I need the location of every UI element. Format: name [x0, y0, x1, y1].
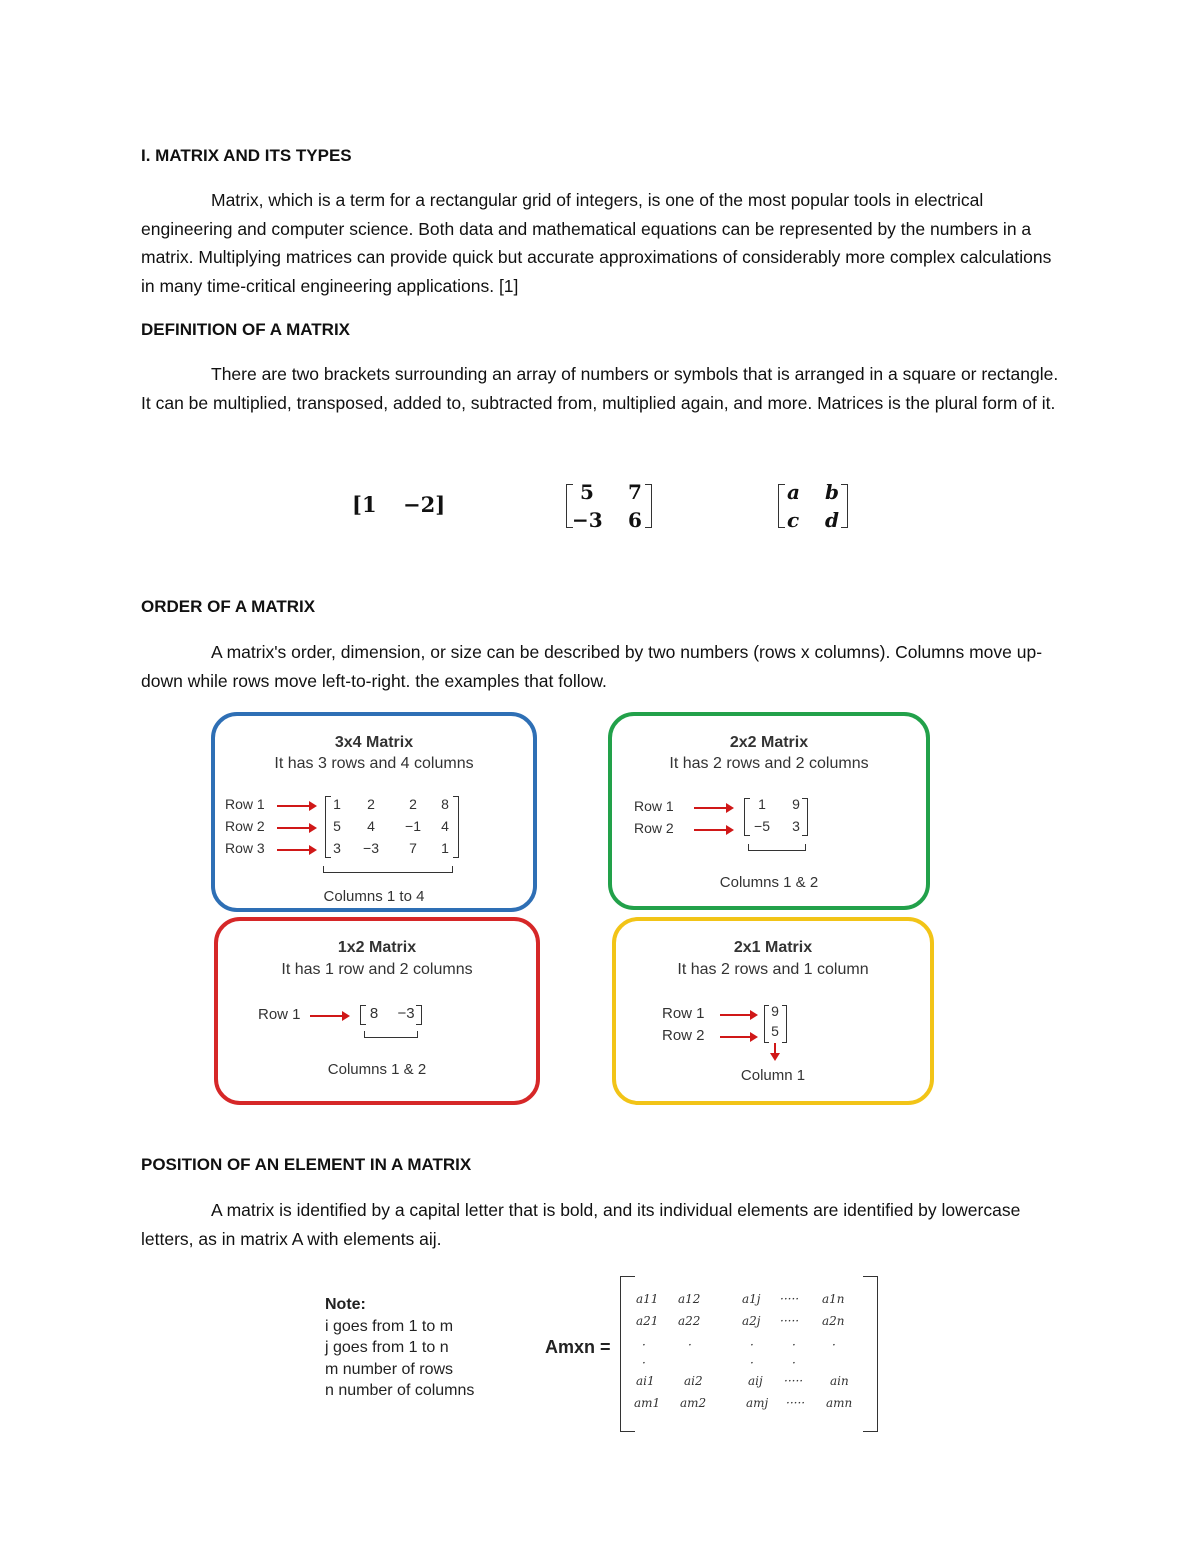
cell: −1 [405, 818, 421, 834]
box-subtitle: It has 3 rows and 4 columns [274, 755, 474, 772]
example-matrix-1x2: [1 −2] [352, 492, 446, 517]
cell: 9 [771, 1003, 779, 1019]
arrow-icon [694, 829, 728, 831]
cell: 8 [369, 1005, 379, 1022]
note-line: i goes from 1 to m [325, 1317, 454, 1335]
m1-cell: 1 [361, 492, 377, 517]
row-label: Row 2 [662, 1027, 705, 1044]
note-title: Note: [325, 1296, 366, 1313]
box-title: 3x4 Matrix [334, 734, 414, 751]
box-3x4-matrix [211, 712, 537, 912]
cell: 1 [758, 796, 766, 812]
element: am2 [680, 1396, 707, 1410]
row-label: Row 1 [225, 796, 265, 812]
m2-cell: 5 [580, 480, 594, 504]
m2-cell: 7 [628, 480, 642, 504]
element: am1 [634, 1396, 661, 1410]
element: a2j [742, 1314, 761, 1328]
element: a2n [822, 1314, 845, 1328]
arrow-icon [310, 1015, 344, 1017]
note-line: j goes from 1 to n [325, 1339, 449, 1356]
position-text: A matrix is identified by a capital letter that is bold, and its individual elements are identified by lowercase letters, as in matrix A with elements aij. [141, 1200, 1021, 1249]
definition-heading: DEFINITION OF A MATRIX [141, 320, 351, 339]
element: ····· [780, 1314, 800, 1328]
definition-paragraph [141, 360, 1061, 417]
element: a12 [678, 1292, 701, 1306]
row-label: Row 2 [634, 820, 674, 836]
element: amn [826, 1396, 853, 1410]
element: ain [830, 1374, 849, 1388]
element: ····· [786, 1396, 806, 1410]
box-2x2-matrix [608, 712, 930, 910]
element: a11 [636, 1292, 659, 1306]
box-subtitle: It has 2 rows and 2 columns [669, 755, 869, 772]
box-title: 2x2 Matrix [729, 734, 809, 751]
arrow-icon [694, 807, 728, 809]
order-paragraph [141, 638, 1061, 695]
row-label: Row 2 [225, 818, 265, 834]
element: ····· [780, 1292, 800, 1306]
cell: 1 [333, 796, 341, 812]
column-brace [364, 1031, 418, 1038]
box-1x2-matrix [214, 917, 540, 1105]
note-line: n number of columns [325, 1382, 475, 1399]
intro-text: Matrix, which is a term for a rectangular grid of integers, is one of the most popular tools in electrical engineering and computer science. Both data and mathematical equations can be represented by the numbers in a matrix. Multiplying matrices can provide quick but accurate approximations of considerably more complex calculations in many time-critical engineering applications. [1] [141, 190, 1052, 296]
element: a1j [742, 1292, 761, 1306]
example-matrix-2x2-symbolic [778, 482, 848, 530]
m2-cell: 6 [628, 508, 642, 532]
cell: 2 [367, 796, 375, 812]
m2-cell: −3 [572, 508, 603, 532]
m3-cell: c [787, 508, 800, 532]
amxn-label: Amxn = [545, 1337, 611, 1357]
right-bracket [863, 1276, 878, 1432]
note-block [325, 1294, 474, 1402]
box-caption: Columns 1 to 4 [323, 888, 425, 905]
m1-cell: −2 [403, 492, 436, 517]
element: ····· [784, 1374, 804, 1388]
element: amj [746, 1396, 769, 1410]
position-heading: POSITION OF AN ELEMENT IN A MATRIX [141, 1155, 472, 1174]
element: a21 [636, 1314, 659, 1328]
cell: 2 [409, 796, 417, 812]
cell: 1 [441, 840, 449, 856]
arrow-icon [720, 1036, 752, 1038]
element: a1n [822, 1292, 845, 1306]
cell: 5 [333, 818, 341, 834]
cell: −3 [397, 1005, 415, 1022]
box-title: 2x1 Matrix [733, 939, 813, 956]
box-subtitle: It has 1 row and 2 columns [281, 961, 473, 978]
cell: 8 [441, 796, 449, 812]
column-brace [748, 844, 806, 851]
row-label: Row 3 [225, 840, 265, 856]
box-subtitle: It has 2 rows and 1 column [677, 961, 869, 978]
left-bracket [620, 1276, 635, 1432]
box-caption: Column 1 [740, 1067, 806, 1084]
column-brace [323, 866, 453, 873]
m3-cell: d [825, 508, 839, 532]
cell: −3 [363, 840, 379, 856]
intro-paragraph [141, 186, 1061, 300]
cell: 3 [792, 818, 800, 834]
element: ai1 [636, 1374, 655, 1388]
cell: 7 [409, 840, 417, 856]
down-arrow-icon [770, 1053, 780, 1061]
arrow-icon [277, 849, 311, 851]
m3-cell: a [787, 480, 800, 504]
element: ai2 [684, 1374, 703, 1388]
note-line: m number of rows [325, 1360, 454, 1378]
cell: −5 [754, 818, 770, 834]
element: a22 [678, 1314, 701, 1328]
row-label: Row 1 [634, 798, 674, 814]
row-label: Row 1 [662, 1005, 705, 1022]
box-2x1-matrix [612, 917, 934, 1105]
order-heading: ORDER OF A MATRIX [141, 597, 316, 616]
order-text: A matrix's order, dimension, or size can be described by two numbers (rows x columns). Columns move up-down while rows move left-to-right. the examples that follow. [141, 642, 1043, 691]
arrow-icon [277, 827, 311, 829]
arrow-icon [720, 1014, 752, 1016]
box-title: 1x2 Matrix [337, 939, 417, 956]
box-caption: Columns 1 & 2 [327, 1061, 427, 1078]
position-paragraph [141, 1196, 1061, 1253]
arrow-icon [277, 805, 311, 807]
cell: 3 [333, 840, 341, 856]
definition-text: There are two brackets surrounding an array of numbers or symbols that is arranged in a square or rectangle. It can be multiplied, transposed, added to, subtracted from, multiplied again, and more. Matrices is the plural form of it. [141, 364, 1059, 413]
row-label: Row 1 [258, 1006, 301, 1023]
cell: 5 [771, 1023, 779, 1039]
general-matrix: a11 a12 a1j ····· a1n a21 a22 a2j ····· a2n · · · · · · · · ai1 ai2 aij ····· ain am1 am2 amj ····· amn [620, 1276, 878, 1434]
box-caption: Columns 1 & 2 [719, 874, 819, 891]
cell: 9 [792, 796, 800, 812]
cell: 4 [367, 818, 375, 834]
m3-cell: b [825, 480, 839, 504]
example-matrix-2x2-numeric [566, 482, 652, 530]
element: aij [748, 1374, 763, 1388]
section-title: I. MATRIX AND ITS TYPES [141, 146, 352, 165]
cell: 4 [441, 818, 449, 834]
